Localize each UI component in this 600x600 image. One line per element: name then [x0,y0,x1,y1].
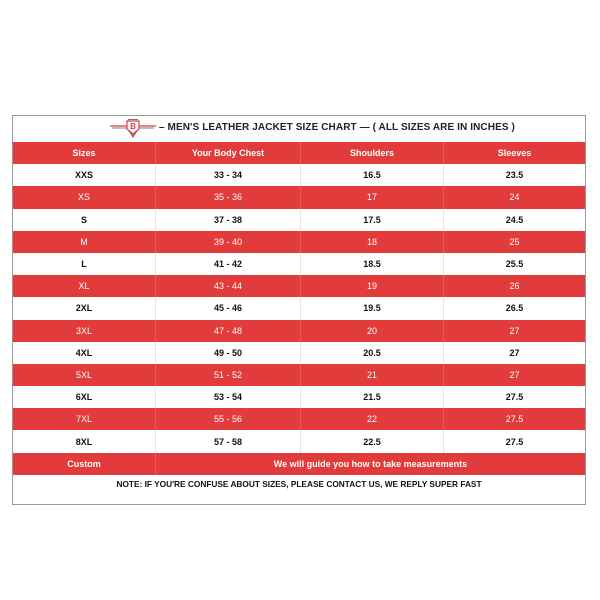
sleeves-cell: 27 [443,364,585,386]
shoulders-cell: 18 [300,231,443,253]
shoulders-cell: 21 [300,364,443,386]
shoulders-cell: 22 [300,408,443,430]
shoulders-cell: 20 [300,320,443,342]
custom-text: We will guide you how to take measurements [155,453,585,475]
chest-cell: 41 - 42 [155,253,300,275]
chest-cell: 49 - 50 [155,342,300,364]
sleeves-cell: 27 [443,342,585,364]
header-row [13,142,585,164]
sleeves-cell: 24.5 [443,209,585,231]
table-row [13,408,585,430]
size-cell: L [81,259,87,270]
table-row [13,430,585,452]
shoulders-cell: 22.5 [300,430,443,452]
size-cell: XS [77,192,90,203]
shoulders-cell: 19.5 [300,297,443,319]
table-row [13,342,585,364]
size-cell: 6XL [75,392,93,403]
custom-label: Custom [67,458,101,469]
sleeves-cell: 26 [443,275,585,297]
size-cell: 4XL [75,347,93,358]
size-table [13,142,585,475]
chest-cell: 33 - 34 [155,164,300,186]
table-row [13,231,585,253]
sleeves-cell: 27.5 [443,408,585,430]
header-sleeves: Sleeves [443,142,585,164]
chart-title: – MEN'S LEATHER JACKET SIZE CHART — ( ALL SIZES ARE IN INCHES ) [159,122,515,133]
sleeves-cell: 27 [443,320,585,342]
header-sizes: Sizes [72,148,96,159]
size-cell: 7XL [75,414,92,425]
chest-cell: 53 - 54 [155,386,300,408]
chest-cell: 55 - 56 [155,408,300,430]
table-row [13,364,585,386]
size-cell: 2XL [75,303,93,314]
table-row [13,186,585,208]
sleeves-cell: 24 [443,186,585,208]
shoulders-cell: 20.5 [300,342,443,364]
shoulders-cell: 17 [300,186,443,208]
chest-cell: 43 - 44 [155,275,300,297]
sleeves-cell: 27.5 [443,430,585,452]
title-row [13,116,585,140]
logo-letter: B [130,122,136,131]
table-row [13,253,585,275]
sleeves-cell: 27.5 [443,386,585,408]
table-row [13,209,585,231]
table-row [13,386,585,408]
b-crest-logo-icon [108,118,158,138]
chest-cell: 35 - 36 [155,186,300,208]
shoulders-cell: 18.5 [300,253,443,275]
sleeves-cell: 25 [443,231,585,253]
chest-cell: 39 - 40 [155,231,300,253]
custom-row [13,453,585,475]
contact-note: NOTE: IF YOU'RE CONFUSE ABOUT SIZES, PLEASE CONTACT US, WE REPLY SUPER FAST [116,479,482,489]
chest-cell: 37 - 38 [155,209,300,231]
shoulders-cell: 19 [300,275,443,297]
table-row [13,297,585,319]
size-cell: 8XL [75,436,93,447]
size-cell: M [80,236,88,247]
size-cell: 3XL [75,325,92,336]
shoulders-cell: 21.5 [300,386,443,408]
size-chart [12,115,586,505]
sleeves-cell: 25.5 [443,253,585,275]
shoulders-cell: 17.5 [300,209,443,231]
chest-cell: 51 - 52 [155,364,300,386]
chest-cell: 45 - 46 [155,297,300,319]
header-chest: Your Body Chest [155,142,300,164]
table-row [13,164,585,186]
chest-cell: 57 - 58 [155,430,300,452]
chest-cell: 47 - 48 [155,320,300,342]
size-cell: 5XL [75,369,92,380]
header-shoulders: Shoulders [300,142,443,164]
size-cell: XL [78,281,90,292]
shoulders-cell: 16.5 [300,164,443,186]
table-row [13,320,585,342]
table-row [13,275,585,297]
sleeves-cell: 26.5 [443,297,585,319]
size-cell: S [80,214,87,225]
sleeves-cell: 23.5 [443,164,585,186]
size-cell: XXS [74,170,93,181]
